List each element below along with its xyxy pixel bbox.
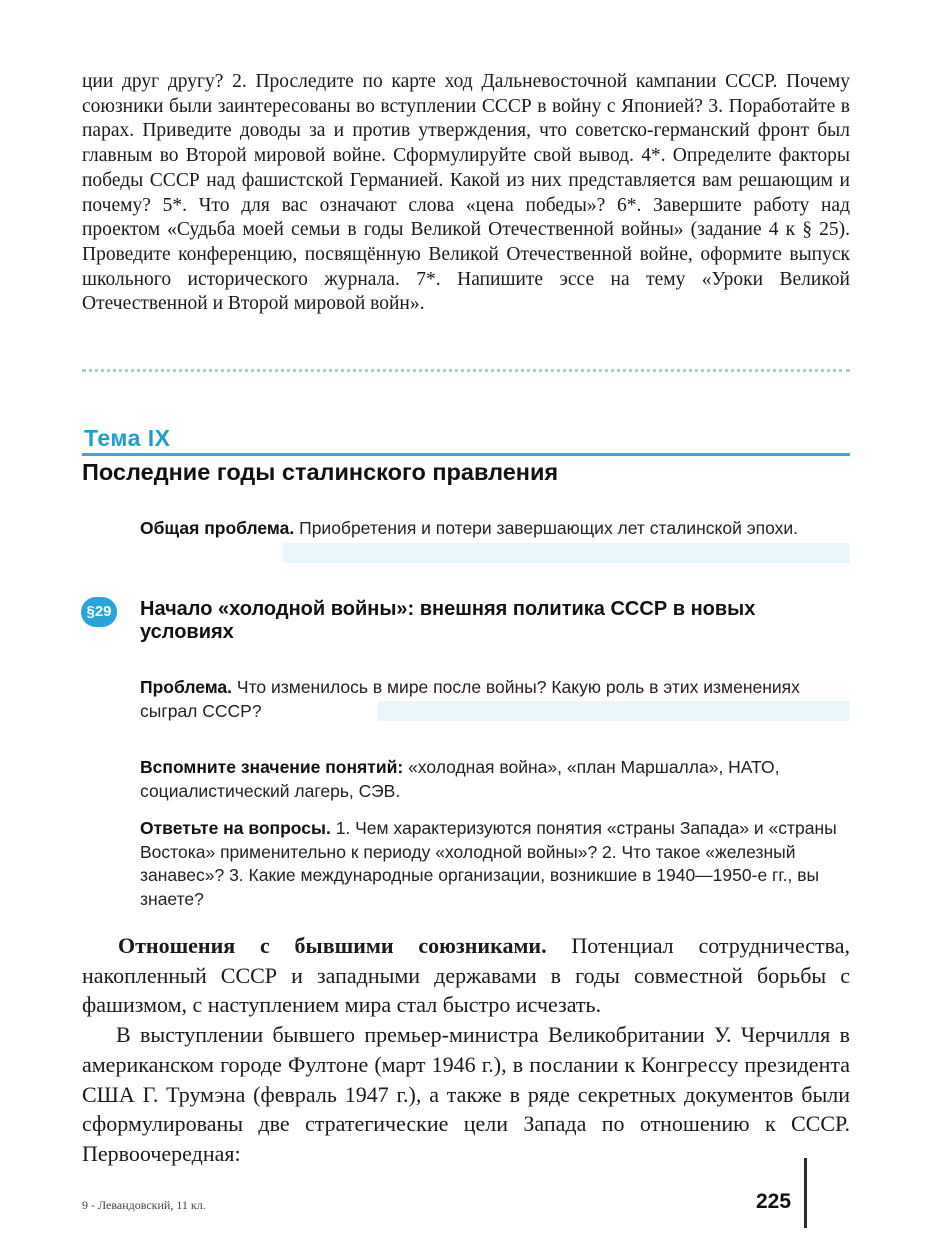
general-problem-text: Приобретения и потери завершающих лет сталинской эпохи. bbox=[299, 518, 799, 538]
general-problem bbox=[140, 517, 850, 541]
questions-text: 1. Чем характеризуются понятия «страны Запада» и «страны Востока» применительно к периоду «холодной войны»? 2. Что такое «железный занавес»? 3. Какие международные организации, возникшие в 1940—1950-е гг., вы знаете? bbox=[140, 818, 837, 909]
problem bbox=[140, 676, 850, 723]
theme-label: Тема IX bbox=[84, 425, 171, 451]
footer-note: 9 - Левандовский, 11 кл. bbox=[82, 1198, 206, 1212]
highlight-band bbox=[283, 543, 850, 563]
body-paragraph bbox=[82, 931, 850, 1020]
recall-label: Вспомните значение понятий: bbox=[140, 757, 404, 777]
answer-questions bbox=[140, 817, 850, 911]
section-badge: §29 bbox=[81, 597, 117, 627]
page-number: 225 bbox=[756, 1190, 792, 1213]
problem-text: Что изменилось в мире после войны? Какую роль в этих изменениях сыграл СССР? bbox=[140, 677, 800, 721]
body-paragraph-1: Потенциал сотрудничества, накопленный СССР и западными державами в годы совместной борьбы с фашизмом, с наступлением мира стал быстро исчезать. bbox=[82, 933, 850, 1018]
general-problem-label: Общая проблема. bbox=[140, 518, 295, 538]
problem-label: Проблема. bbox=[140, 677, 233, 697]
page-edge bbox=[804, 1158, 807, 1228]
body-heading: Отношения с бывшими союзниками. bbox=[118, 933, 547, 958]
body-text bbox=[82, 931, 850, 1169]
recall-concepts bbox=[140, 756, 850, 803]
recall-text: «холодная война», «план Маршалла», НАТО, социалистический лагерь, СЭВ. bbox=[140, 757, 780, 801]
theme-title: Последние годы сталинского правления bbox=[82, 459, 559, 485]
questions-label: Ответьте на вопросы. bbox=[140, 818, 331, 838]
body-paragraph-2: В выступлении бывшего премьер-министра Великобритании У. Черчилля в американском городе Фултоне (март 1946 г.), в послании к Конгрессу президента США Г. Трумэна (февраль 1947 г.), а также в ряде секретных документов были сформулированы две стратегические цели Запада по отношению к СССР. Первоочередная: bbox=[82, 1022, 850, 1166]
top-paragraph: ции друг другу? 2. Проследите по карте ход Дальневосточной кампании СССР. Почему союзники были заинтересованы во вступлении СССР в войну с Японией? 3. Поработайте в парах. Приведите доводы за и против утверждения, что советско-германский фронт был главным во Второй мировой войне. Сформулируйте свой вывод. 4*. Определите факторы победы СССР над фашистской Германией. Какой из них представляется вам решающим и почему? 5*. Что для вас означают слова «цена победы»? 6*. Завершите работу над проектом «Судьба моей семьи в годы Великой Отечественной войны» (задание 4 к § 25). Проведите конференцию, посвящённую Великой Отечественной войне, оформите выпуск школьного исторического журнала. 7*. Напишите эссе на тему «Уроки Великой Отечественной и Второй мировой войн». bbox=[82, 71, 850, 315]
section-title: Начало «холодной войны»: внешняя политика СССР в новых условиях bbox=[140, 598, 756, 643]
dotted-divider bbox=[82, 369, 850, 372]
theme-rule bbox=[82, 453, 850, 456]
